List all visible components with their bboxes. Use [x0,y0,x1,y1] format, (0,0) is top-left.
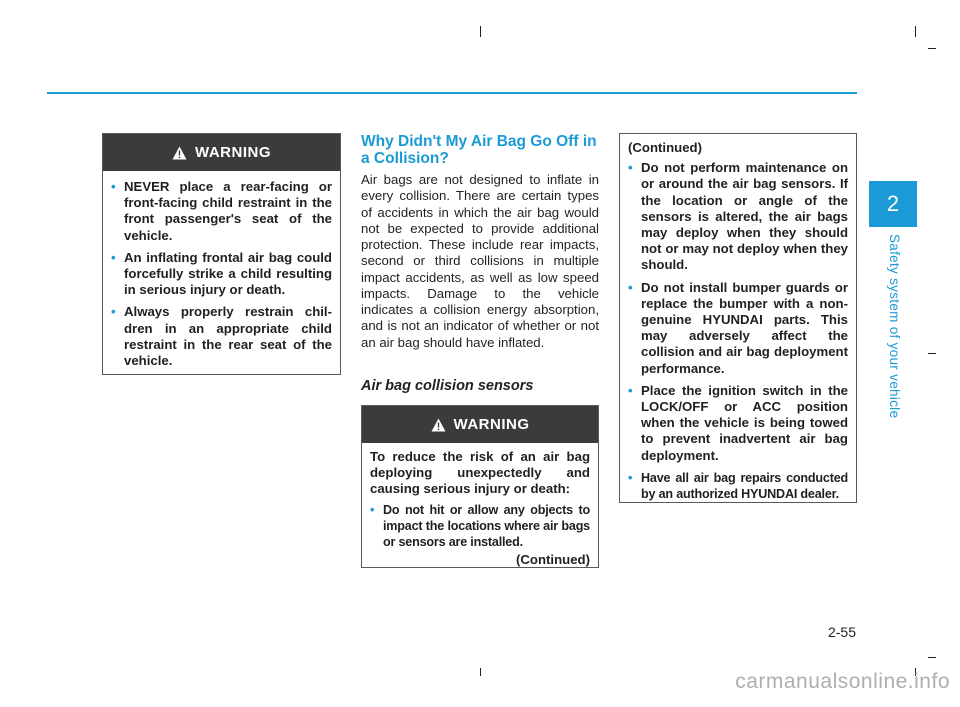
list-item: • Have all air bag repairs conducted by an authorized HYUNDAI dealer. [628,470,848,502]
list-item: • An inflating frontal air bag could forcefully strike a child resulting in serious injury or death. [111,250,332,299]
crop-mark [480,26,481,37]
warning-header [103,134,340,171]
watermark: carmanualsonline.info [735,670,950,693]
body-paragraph: Air bags are not designed to inflate in every collision. There are certain types of accidents in which the air bag would not be expected to provide additional protection. These include rear impacts, second or third collisions in multiple impact accidents, as well as low speed impacts. Damage to the vehicle indicates a collision energy absorption, and is not an indicator of whether or not an air bag should have inflated. [361,172,599,350]
continued-label: (Continued) [628,140,702,155]
list-item: • Always properly restrain children in an appropriate child restraint in the rear seat of the vehicle. [111,304,332,369]
subsection-heading: Air bag collision sensors [361,378,534,394]
list-item: • Place the ignition switch in the LOCK/OFF or ACC position when the vehicle is being towed to prevent inadvertent air bag deployment. [628,383,848,464]
crop-mark [928,353,936,354]
warning-header [362,406,598,443]
warning-list [111,179,332,369]
warning-triangle-icon [431,418,446,432]
warning-body [362,443,598,574]
left-warning-box [102,133,341,375]
continued-label: (Continued) [516,552,590,568]
warning-intro: To reduce the risk of an air bag deploying unexpectedly and causing serious injury or death: [370,449,590,497]
chapter-tab: 2 [869,181,917,227]
warning-body [620,134,856,514]
crop-mark [915,26,916,37]
page-number: 2-55 [827,624,856,640]
crop-mark [480,668,481,676]
right-warning-box [619,133,857,503]
warning-list [628,160,848,502]
warning-title: WARNING [453,416,530,433]
crop-mark [928,48,936,49]
middle-warning-box [361,405,599,568]
list-item: • Do not install bumper guards or replace the bumper with a non-genuine HYUNDAI parts. This may adversely affect the collision and air bag deployment performance. [628,280,848,377]
list-item: • Do not perform maintenance on or around the air bag sensors. If the location or angle of the sensors is altered, the air bags may deploy when they should not or may not deploy when they should. [628,160,848,273]
warning-list [370,502,590,551]
list-item: • Do not hit or allow any objects to impact the locations where air bags or sensors are installed. [370,502,590,551]
warning-title: WARNING [195,144,271,161]
chapter-title: Safety system of your vehicle [887,234,902,419]
section-heading: Why Didn't My Air Bag Go Off in a Collision? [361,133,597,167]
warning-triangle-icon [172,146,187,160]
warning-body [103,171,340,381]
header-rule [47,92,857,94]
crop-mark [928,657,936,658]
list-item: • NEVER place a rear-facing or front-facing child restraint in the front passenger's seat of the vehicle. [111,179,332,244]
